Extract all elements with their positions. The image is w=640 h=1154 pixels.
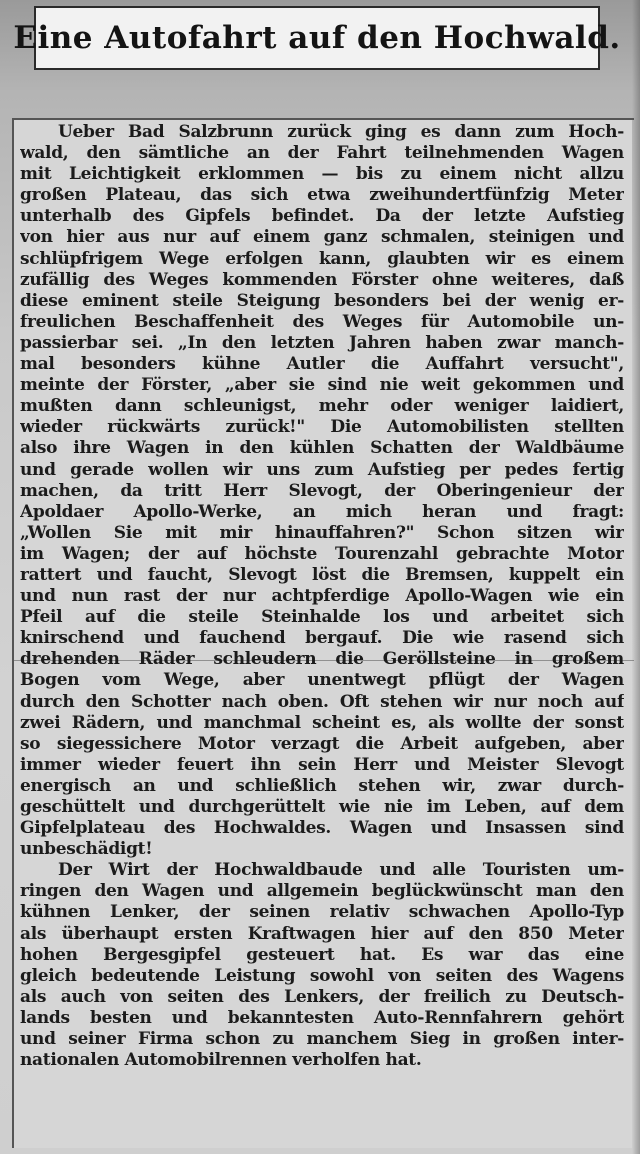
text-line: als auch von seiten des Lenkers, der freilich zu Deutsch- [20,986,624,1007]
text-line: energisch an und schließlich stehen wir, zwar durch- [20,775,624,796]
text-line: Apoldaer Apollo-Werke, an mich heran und fragt: [20,501,624,522]
text-line: Gipfelplateau des Hochwaldes. Wagen und Insassen sind [20,818,624,839]
text-line: und seiner Firma schon zu manchem Sieg in großen inter- [20,1029,624,1050]
text-line: zufällig des Weges kommenden Förster ohne weiteres, daß [20,269,624,290]
text-line: durch den Schotter nach oben. Oft stehen wir nur noch auf [20,691,624,712]
text-line: freulichen Beschaffenheit des Weges für Automobile un- [20,311,624,332]
text-line: unbeschädigt! [20,839,153,860]
text-line: im Wagen; der auf höchste Tourenzahl gebrachte Motor [20,543,624,564]
text-line: von hier aus nur auf einem ganz schmalen, steinigen und [20,227,624,248]
text-line: passierbar sei. „In den letzten Jahren haben zwar manch- [20,332,624,353]
text-line: hohen Bergesgipfel gesteuert hat. Es war das eine [20,944,624,965]
text-line: geschüttelt und durchgerüttelt wie nie im Leben, auf dem [20,797,624,817]
text-line: so siegessichere Motor verzagt die Arbeit aufgeben, aber [20,733,624,754]
text-line: diese eminent steile Steigung besonders bei der wenig er- [20,290,624,311]
headline: Eine Autofahrt auf den Hochwald. [13,20,621,56]
text-line: „Wollen Sie mit mir hinauffahren?" Schon sitzen wir [20,522,624,543]
text-line: Ueber Bad Salzbrunn zurück ging es dann zum Hoch- [58,122,624,142]
text-line: lands besten und bekanntesten Auto-Rennfahrern gehört [20,1007,624,1028]
text-line: wald, den sämtliche an der Fahrt teilnehmenden Wagen [20,143,624,164]
text-line: also ihre Wagen in den kühlen Schatten der Waldbäume [20,438,624,459]
text-line: gleich bedeutende Leistung sowohl von seiten des Wagens [20,965,624,986]
text-line: und gerade wollen wir uns zum Aufstieg per pedes fertig [20,459,624,480]
column-rule [14,118,634,120]
text-line: Der Wirt der Hochwaldbaude und alle Touristen um- [58,860,624,881]
text-line: mal besonders kühne Autler die Auffahrt versucht", [20,354,624,375]
text-line: mit Leichtigkeit erklommen — bis zu einem nicht allzu [20,164,624,185]
text-line: drehenden Räder schleudern die Geröllsteine in großem [20,649,624,670]
text-line: ringen den Wagen und allgemein beglückwünscht man den [20,881,624,902]
text-line: zwei Rädern, und manchmal scheint es, als wollte der sonst [20,712,624,733]
text-line: nationalen Automobilrennen verholfen hat. [20,1050,422,1071]
text-line: machen, da tritt Herr Slevogt, der Oberingenieur der [20,480,624,501]
text-line: mußten dann schleunigst, mehr oder weniger laidiert, [20,396,624,417]
page-edge-shadow [632,0,640,1154]
text-line: als überhaupt ersten Kraftwagen hier auf den 850 Meter [20,923,624,944]
text-line: wieder rückwärts zurück!" Die Automobilisten stellten [20,417,624,438]
text-line: knirschend und fauchend bergauf. Die wie rasend sich [20,628,624,649]
text-line: rattert und faucht, Slevogt löst die Bremsen, kuppelt ein [20,564,624,585]
text-line: unterhalb des Gipfels befindet. Da der letzte Aufstieg [20,206,624,227]
text-line: meinte der Förster, „aber sie sind nie weit gekommen und [20,375,624,396]
article-body [12,118,632,1148]
article-text [20,122,624,1071]
text-line: immer wieder feuert ihn sein Herr und Meister Slevogt [20,754,624,775]
text-line: und nun rast der nur achtpferdige Apollo-Wagen wie ein [20,586,624,607]
text-line: großen Plateau, das sich etwa zweihundertfünfzig Meter [20,185,624,206]
text-line: schlüpfrigem Wege erfolgen kann, glaubten wir es einem [20,248,624,269]
text-line: Pfeil auf die steile Steinhalde los und arbeitet sich [20,607,624,628]
text-line: Bogen vom Wege, aber unentwegt pflügt der Wagen [20,670,624,691]
text-line: kühnen Lenker, der seinen relativ schwachen Apollo-Typ [20,902,624,923]
headline-box [13,6,621,70]
